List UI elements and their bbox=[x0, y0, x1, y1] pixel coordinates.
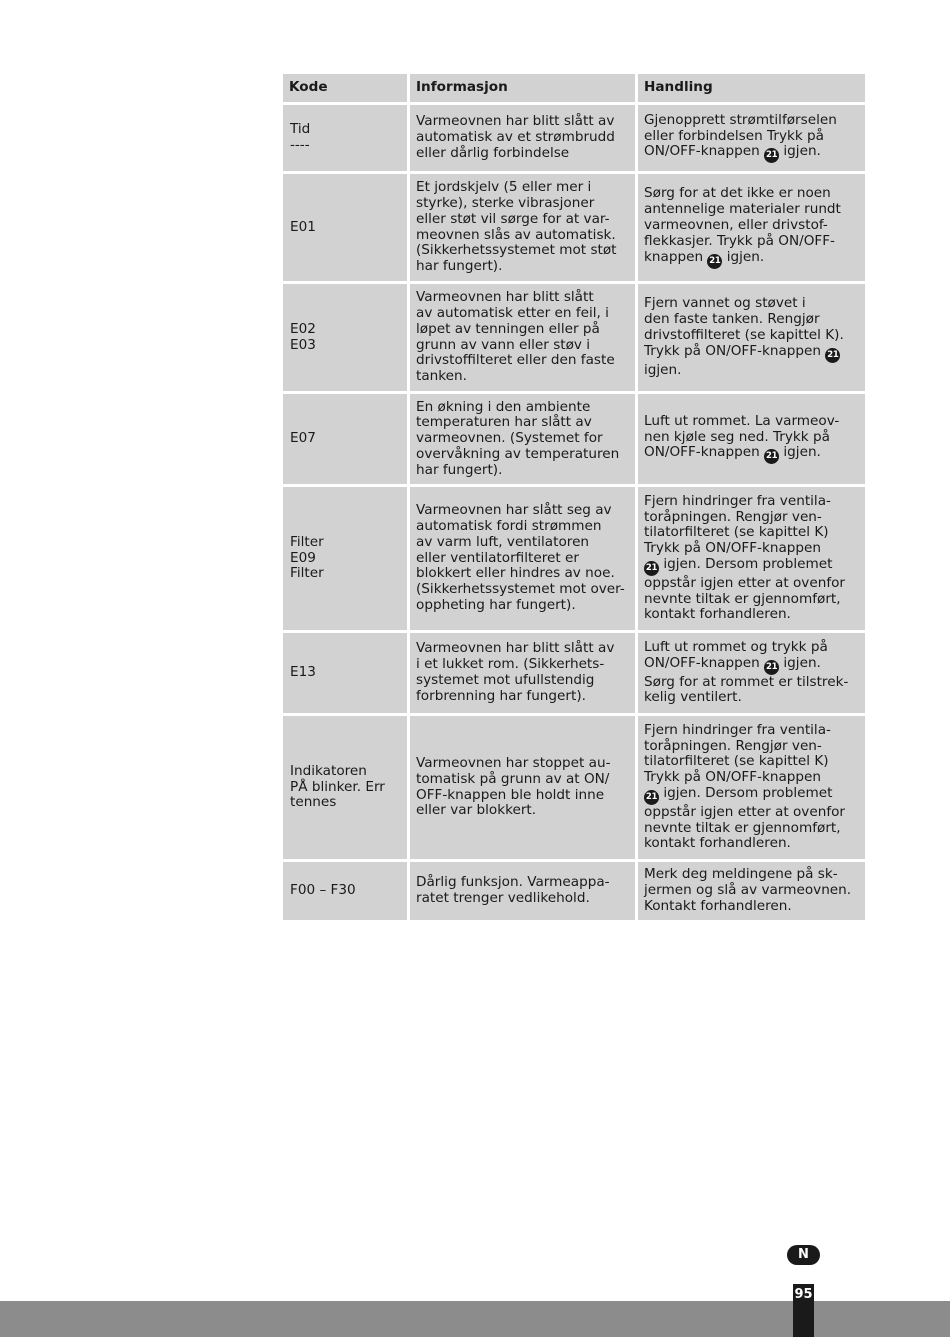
onoff-button-ref-icon: 21 bbox=[764, 148, 779, 163]
action-line bbox=[644, 805, 859, 821]
action-line bbox=[644, 867, 859, 883]
action-line bbox=[644, 296, 859, 312]
info-line: av varm luft, ventilatoren bbox=[416, 533, 590, 550]
info-line: (Sikkerhetssystemet mot støt bbox=[416, 242, 617, 259]
info-line: Varmeovnen har blitt slått av bbox=[416, 640, 615, 657]
onoff-button-ref-icon: 21 bbox=[764, 660, 779, 675]
table-row bbox=[283, 862, 865, 920]
info-line: løpet av tenningen eller på bbox=[416, 320, 600, 337]
action-line bbox=[644, 786, 859, 805]
code-cell bbox=[283, 284, 407, 391]
action-line bbox=[644, 494, 859, 510]
action-text: knappen bbox=[644, 248, 708, 265]
action-text: Fjern vannet og støvet i bbox=[644, 295, 806, 312]
action-text: drivstoffilteret (se kapittel K). bbox=[644, 327, 844, 343]
action-text: ON/OFF-knappen bbox=[644, 143, 765, 160]
action-text-after: igjen. bbox=[779, 654, 821, 671]
action-text: oppstår igjen etter at ovenfor bbox=[644, 574, 846, 591]
code-line: Tid bbox=[290, 121, 311, 138]
table-row bbox=[283, 284, 865, 391]
action-text: Sørg for at det ikke er noen bbox=[644, 185, 831, 202]
action-text: Kontakt forhandleren. bbox=[644, 897, 792, 914]
action-text: Gjenopprett strømtilførselen bbox=[644, 111, 837, 128]
action-text: igjen. bbox=[644, 361, 682, 378]
info-line: automatisk av et strømbrudd bbox=[416, 129, 615, 146]
info-line: eller dårlig forbindelse bbox=[416, 144, 570, 161]
info-cell bbox=[410, 716, 635, 859]
code-line: E07 bbox=[290, 430, 316, 447]
code-cell bbox=[283, 716, 407, 859]
action-text: den faste tanken. Rengjør bbox=[644, 311, 820, 328]
action-line bbox=[644, 656, 859, 675]
action-text-after: igjen. Dersom problemet bbox=[659, 784, 833, 801]
table-row bbox=[283, 633, 865, 713]
action-text: nen kjøle seg ned. Trykk på bbox=[644, 428, 830, 445]
table-row bbox=[283, 174, 865, 281]
info-line: Varmeovnen har blitt slått bbox=[416, 289, 594, 306]
code-line: F00 – F30 bbox=[290, 882, 356, 899]
info-line: oppheting har fungert). bbox=[416, 596, 576, 613]
action-line bbox=[644, 144, 859, 163]
info-cell bbox=[410, 487, 635, 630]
action-line bbox=[644, 723, 859, 739]
info-line: Varmeovnen har stoppet au- bbox=[416, 754, 611, 771]
action-text: flekkasjer. Trykk på ON/OFF- bbox=[644, 232, 835, 249]
code-line: E03 bbox=[290, 336, 316, 353]
action-text: kelig ventilert. bbox=[644, 689, 742, 706]
action-line bbox=[644, 430, 859, 446]
info-line: tanken. bbox=[416, 368, 467, 385]
action-text: Merk deg meldingene på sk- bbox=[644, 866, 838, 883]
action-cell bbox=[638, 862, 865, 920]
header-action: Handling bbox=[638, 74, 865, 102]
code-line: ---- bbox=[290, 137, 310, 153]
info-line: grunn av vann eller støv i bbox=[416, 336, 591, 353]
action-line bbox=[644, 186, 859, 202]
action-line bbox=[644, 883, 859, 899]
action-line bbox=[644, 363, 859, 379]
table-body bbox=[283, 105, 865, 920]
code-cell bbox=[283, 487, 407, 630]
info-line: Dårlig funksjon. Varmeappa- bbox=[416, 874, 610, 891]
header-code: Kode bbox=[283, 74, 407, 102]
info-line: har fungert). bbox=[416, 461, 503, 478]
info-line: eller var blokkert. bbox=[416, 802, 537, 819]
info-line: eller støt vil sørge for at var- bbox=[416, 210, 610, 227]
onoff-button-ref-icon: 21 bbox=[644, 790, 659, 805]
action-text: Fjern hindringer fra ventila- bbox=[644, 721, 831, 738]
info-line: ratet trenger vedlikehold. bbox=[416, 890, 590, 906]
info-line: eller ventilatorfilteret er bbox=[416, 549, 579, 566]
code-line: PÅ blinker. Err bbox=[290, 778, 385, 795]
error-code-table bbox=[280, 71, 868, 923]
info-cell bbox=[410, 633, 635, 713]
action-text: Trykk på ON/OFF-knappen bbox=[644, 769, 822, 786]
info-line: (Sikkerhetssystemet mot over- bbox=[416, 581, 625, 598]
table-header-row bbox=[283, 74, 865, 102]
action-cell bbox=[638, 394, 865, 484]
action-cell bbox=[638, 633, 865, 713]
code-line: Filter bbox=[290, 565, 324, 582]
action-line bbox=[644, 836, 859, 852]
action-text: nevnte tiltak er gjennomført, bbox=[644, 590, 841, 607]
action-text: Luft ut rommet. La varmeov- bbox=[644, 412, 840, 429]
info-line: temperaturen har slått av bbox=[416, 414, 592, 431]
action-text-after: igjen. bbox=[779, 444, 821, 461]
action-text: jermen og slå av varmeovnen. bbox=[644, 882, 852, 899]
onoff-button-ref-icon: 21 bbox=[644, 561, 659, 576]
table-row bbox=[283, 487, 865, 630]
code-cell bbox=[283, 862, 407, 920]
code-cell bbox=[283, 174, 407, 281]
action-line bbox=[644, 250, 859, 269]
info-line: har fungert). bbox=[416, 258, 503, 275]
action-line bbox=[644, 234, 859, 250]
action-text: varmeovnen, eller drivstof- bbox=[644, 217, 828, 233]
info-line: overvåkning av temperaturen bbox=[416, 445, 620, 462]
action-text: Trykk på ON/OFF-knappen bbox=[644, 540, 822, 557]
action-text-after: igjen. Dersom problemet bbox=[659, 555, 833, 572]
info-line: OFF-knappen ble holdt inne bbox=[416, 786, 605, 803]
code-cell bbox=[283, 105, 407, 171]
action-line bbox=[644, 576, 859, 592]
language-badge: N bbox=[787, 1245, 820, 1265]
action-line bbox=[644, 414, 859, 430]
action-line bbox=[644, 557, 859, 576]
action-cell bbox=[638, 284, 865, 391]
action-line bbox=[644, 541, 859, 557]
info-line: forbrenning har fungert). bbox=[416, 687, 586, 704]
info-line: tomatisk på grunn av at ON/ bbox=[416, 770, 610, 787]
code-cell bbox=[283, 394, 407, 484]
action-line bbox=[644, 129, 859, 145]
action-text: kontakt forhandleren. bbox=[644, 606, 791, 623]
info-line: systemet mot ufullstendig bbox=[416, 672, 595, 688]
code-line: E02 bbox=[290, 320, 316, 337]
action-text: ON/OFF-knappen bbox=[644, 654, 765, 671]
info-cell bbox=[410, 394, 635, 484]
action-text: toråpningen. Rengjør ven- bbox=[644, 737, 822, 754]
action-cell bbox=[638, 105, 865, 171]
action-text-after: igjen. bbox=[779, 143, 821, 160]
page-number: 95 bbox=[793, 1284, 814, 1337]
onoff-button-ref-icon: 21 bbox=[707, 254, 722, 269]
info-cell bbox=[410, 105, 635, 171]
info-line: blokkert eller hindres av noe. bbox=[416, 565, 615, 582]
action-cell bbox=[638, 487, 865, 630]
code-line: E09 bbox=[290, 549, 316, 566]
onoff-button-ref-icon: 21 bbox=[825, 348, 840, 363]
action-line bbox=[644, 525, 859, 541]
table-row bbox=[283, 394, 865, 484]
info-line: av automatisk etter en feil, i bbox=[416, 304, 609, 321]
action-text: Trykk på ON/OFF-knappen bbox=[644, 342, 826, 359]
info-line: automatisk fordi strømmen bbox=[416, 518, 602, 534]
info-line: Et jordskjelv (5 eller mer i bbox=[416, 179, 592, 196]
header-info: Informasjon bbox=[410, 74, 635, 102]
action-line bbox=[644, 218, 859, 234]
action-line bbox=[644, 344, 859, 363]
code-line: tennes bbox=[290, 794, 337, 811]
action-line bbox=[644, 445, 859, 464]
action-text: kontakt forhandleren. bbox=[644, 835, 791, 852]
info-line: En økning i den ambiente bbox=[416, 398, 591, 415]
action-cell bbox=[638, 174, 865, 281]
action-line bbox=[644, 328, 859, 344]
action-cell bbox=[638, 716, 865, 859]
action-line bbox=[644, 754, 859, 770]
action-text: tilatorfilteret (se kapittel K) bbox=[644, 524, 829, 541]
action-line bbox=[644, 592, 859, 608]
info-line: meovnen slås av automatisk. bbox=[416, 226, 616, 243]
action-text: Luft ut rommet og trykk på bbox=[644, 638, 828, 655]
action-text: antennelige materialer rundt bbox=[644, 201, 841, 218]
action-text: toråpningen. Rengjør ven- bbox=[644, 508, 822, 525]
table-row bbox=[283, 105, 865, 171]
info-line: Varmeovnen har blitt slått av bbox=[416, 113, 615, 130]
action-text: oppstår igjen etter at ovenfor bbox=[644, 803, 846, 820]
action-line bbox=[644, 607, 859, 623]
info-line: styrke), sterke vibrasjoner bbox=[416, 194, 595, 211]
action-line bbox=[644, 770, 859, 786]
action-line bbox=[644, 202, 859, 218]
info-cell bbox=[410, 284, 635, 391]
action-line bbox=[644, 312, 859, 328]
action-text-after: igjen. bbox=[722, 248, 765, 265]
code-line: Filter bbox=[290, 533, 324, 550]
action-text: Sørg for at rommet er tilstrek- bbox=[644, 673, 849, 690]
action-line bbox=[644, 113, 859, 129]
info-line: varmeovnen. (Systemet for bbox=[416, 430, 603, 447]
action-text: nevnte tiltak er gjennomført, bbox=[644, 819, 841, 836]
info-line: Varmeovnen har slått seg av bbox=[416, 502, 612, 519]
action-text: tilatorfilteret (se kapittel K) bbox=[644, 753, 829, 770]
action-line bbox=[644, 899, 859, 915]
action-line bbox=[644, 640, 859, 656]
action-text: eller forbindelsen Trykk på bbox=[644, 127, 825, 144]
action-line bbox=[644, 675, 859, 691]
code-line: E01 bbox=[290, 218, 316, 235]
action-line bbox=[644, 821, 859, 837]
info-line: i et lukket rom. (Sikkerhets- bbox=[416, 656, 605, 673]
action-text: Fjern hindringer fra ventila- bbox=[644, 492, 831, 509]
info-cell bbox=[410, 862, 635, 920]
info-line: drivstoffilteret eller den faste bbox=[416, 352, 615, 369]
action-text: ON/OFF-knappen bbox=[644, 444, 765, 461]
code-line: E13 bbox=[290, 664, 316, 681]
table-row bbox=[283, 716, 865, 859]
action-line bbox=[644, 510, 859, 526]
action-line bbox=[644, 690, 859, 706]
info-cell bbox=[410, 174, 635, 281]
action-line bbox=[644, 739, 859, 755]
code-cell bbox=[283, 633, 407, 713]
onoff-button-ref-icon: 21 bbox=[764, 449, 779, 464]
code-line: Indikatoren bbox=[290, 762, 367, 779]
